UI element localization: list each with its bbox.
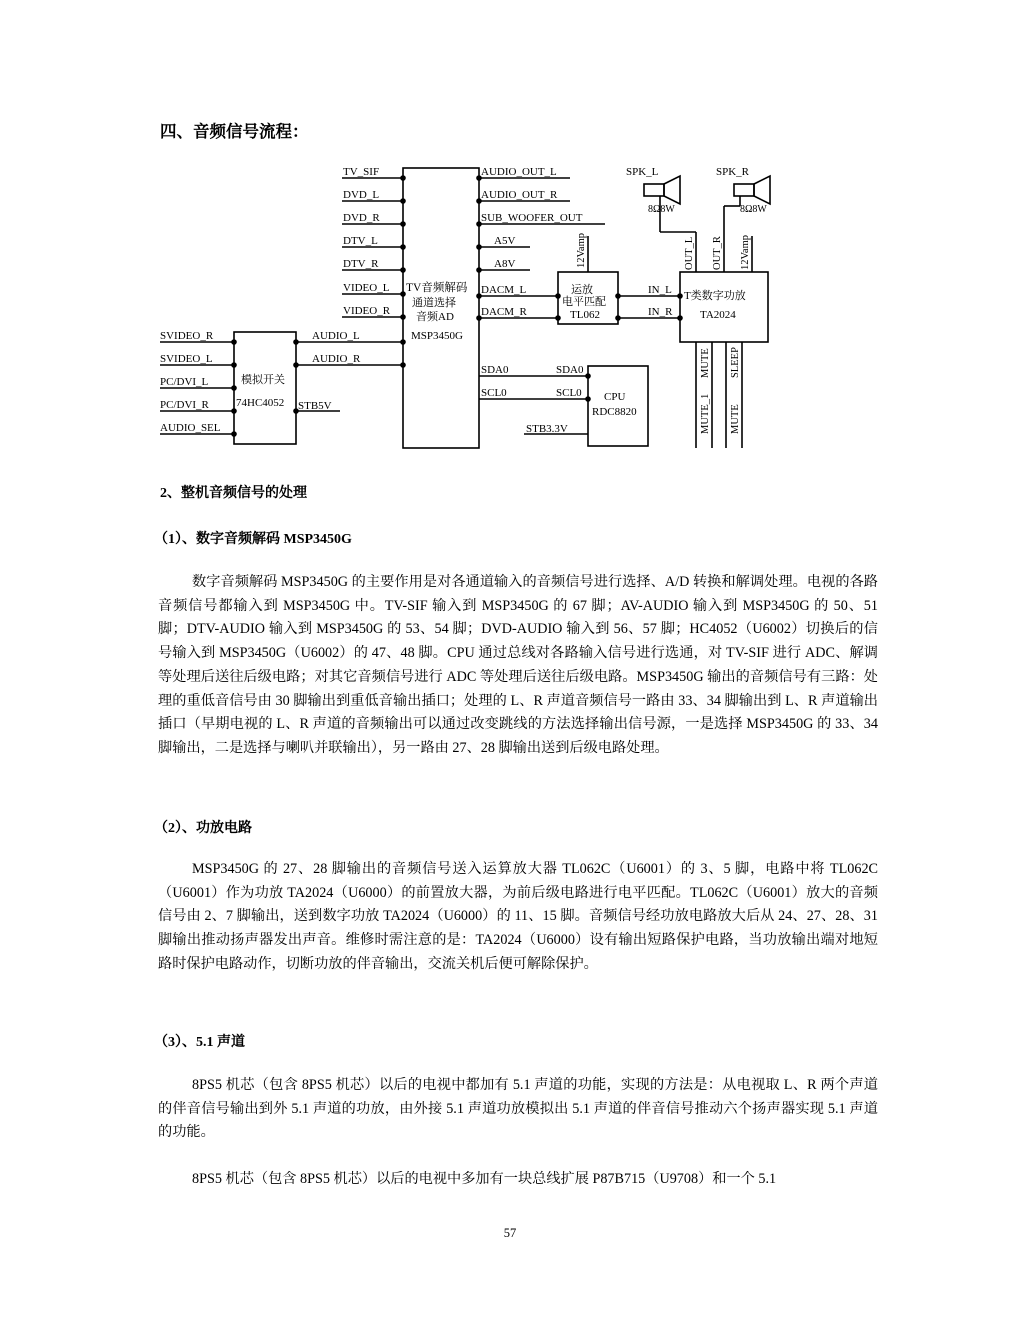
speaker-right-spec: 8Ω8W bbox=[740, 204, 767, 215]
paragraph-2: MSP3450G 的 27、28 脚输出的音频信号送入运算放大器 TL062C（U6001）的 3、5 脚，电路中将 TL062C（U6001）作为功放 TA2024（U6000）的前置放大器，为前后级电路进行电平匹配。TL062C（U6001）放大的音频信号由 2、7 脚输出，送到数字功放 TA2024（U6000）的 11、15 脚。音频信号经功放电路放大后从 24、27、28、31 脚输出推动扬声器发出声音。维修时需注意的是：TA2024（U6000）设有输出短路保护电路，当功放输出端对地短路时保护电路动作，切断功放的伴音输出，交流关机后便可解除保护。 bbox=[158, 861, 878, 972]
bus-sda-cpu: SDA0 bbox=[556, 364, 584, 376]
cpu-label-1: RDC8820 bbox=[592, 406, 637, 418]
switch-output-2: STB5V bbox=[298, 400, 332, 412]
diagram-circle bbox=[476, 244, 482, 250]
diagram-circle bbox=[400, 267, 406, 273]
bus-scl-msp: SCL0 bbox=[481, 387, 507, 399]
msp-label-2: 音频AD bbox=[416, 311, 454, 323]
page-number: 57 bbox=[503, 1226, 517, 1240]
diagram-circle bbox=[615, 315, 621, 321]
input-label-1: DVD_L bbox=[343, 189, 380, 201]
output-label-0: AUDIO_OUT_L bbox=[481, 166, 557, 178]
input-label-0: TV_SIF bbox=[343, 166, 380, 178]
paragraph-1: 数字音频解码 MSP3450G 的主要作用是对各通道输入的音频信号进行选择、A/D 转换和解调处理。电视的各路音频信号都输入到 MSP3450G 中。TV-SIF 输入到 MSP3450G 的 67 脚；AV-AUDIO 输入到 MSP3450G 的 50、51 脚；DTV-AUDIO 输入到 MSP3450G 的 53、54 脚；DVD-AUDIO 输入到 56、57 脚；HC4052（U6002）切换后的信号输入到 MSP3450G（U6002）的 47、48 脚。CPU 通过总线对各路输入信号进行选通，对 TV-SIF 进行 ADC、解调等处理后送往后级电路；对其它音频信号进行 ADC 等处理后送往后级电路。MSP3450G 输出的音频信号有三路：处理的重低音信号由 30 脚输出到重低音输出插口；处理的 L、R 声道音频信号一路由 33、34 脚输出到 L、R 声道输出插口（早期电视的 L、R 声道的音频输出可以通过改变跳线的方法选择输出信号源，一是选择 MSP3450G 的 33、34 脚输出，二是选择与喇叭并联输出），另一路由 27、28 脚输出送到后级电路处理。 bbox=[158, 574, 878, 756]
diagram-circle bbox=[555, 293, 561, 299]
output-label-5: DACM_L bbox=[481, 284, 527, 296]
diagram-circle bbox=[400, 221, 406, 227]
switch-input-4: AUDIO_SEL bbox=[160, 422, 221, 434]
output-label-6: DACM_R bbox=[481, 306, 527, 318]
output-label-1: AUDIO_OUT_R bbox=[481, 189, 558, 201]
amp-output-1: OUT_R bbox=[712, 236, 723, 270]
diagram-circle bbox=[585, 396, 591, 402]
diagram-circle bbox=[400, 175, 406, 181]
input-label-3: DTV_L bbox=[343, 235, 378, 247]
diagram-circle bbox=[400, 362, 406, 368]
bus-scl-cpu: SCL0 bbox=[556, 387, 582, 399]
diagram-circle bbox=[677, 293, 683, 299]
diagram-circle bbox=[585, 373, 591, 379]
diagram-rect bbox=[644, 184, 664, 196]
bus-sda-msp: SDA0 bbox=[481, 364, 509, 376]
diagram-circle bbox=[400, 244, 406, 250]
diagram-circle bbox=[555, 315, 561, 321]
heading-2: 2、整机音频信号的处理 bbox=[160, 486, 307, 501]
switch-input-0: SVIDEO_R bbox=[160, 330, 214, 342]
amp-block bbox=[680, 272, 768, 342]
switch-input-1: SVIDEO_L bbox=[160, 353, 213, 365]
output-label-3: A5V bbox=[494, 235, 516, 247]
diagram-polygon bbox=[664, 176, 680, 204]
paragraph-3: 8PS5 机芯（包含 8PS5 机芯）以后的电视中都加有 5.1 声道的功能，实现的方法是：从电视取 L、R 两个声道的伴音信号输出到外 5.1 声道的功放，由外接 5.1 声道功放模拟出 5.1 声道的伴音信号推动六个扬声器实现 5.1 声道的功能。 bbox=[158, 1077, 878, 1141]
paragraph-4: 8PS5 机芯（包含 8PS5 机芯）以后的电视中多加有一块总线扩展 P87B715（U9708）和一个 5.1 bbox=[192, 1171, 777, 1187]
opamp-label-2: TL062 bbox=[570, 309, 600, 321]
amp-input-0: IN_L bbox=[648, 284, 672, 296]
diagram-circle bbox=[293, 339, 299, 345]
switch-output-0: AUDIO_L bbox=[312, 330, 360, 342]
switch-label-1: 74HC4052 bbox=[236, 397, 285, 409]
cpu-label-0: CPU bbox=[604, 391, 626, 403]
amp-output-0: OUT_L bbox=[684, 236, 695, 270]
msp-label-1: 通道选择 bbox=[412, 297, 456, 309]
output-label-4: A8V bbox=[494, 258, 516, 270]
input-label-6: VIDEO_R bbox=[343, 305, 391, 317]
diagram-circle bbox=[231, 339, 237, 345]
diagram-circle bbox=[476, 267, 482, 273]
speaker-left-spec: 8Ω8W bbox=[648, 204, 675, 215]
amp-pin-mute: MUTE bbox=[700, 348, 711, 378]
diagram-circle bbox=[615, 293, 621, 299]
analog-switch-block bbox=[234, 332, 296, 444]
amp-input-1: IN_R bbox=[648, 306, 673, 318]
amp-label-0: T类数字功放 bbox=[684, 290, 746, 302]
amp-bottom-1: MUTE bbox=[730, 404, 741, 434]
input-label-5: VIDEO_L bbox=[343, 282, 390, 294]
amp-label-1: TA2024 bbox=[700, 309, 736, 321]
input-label-4: DTV_R bbox=[343, 258, 379, 270]
opamp-label-1: 电平匹配 bbox=[562, 296, 606, 308]
diagram-circle bbox=[231, 431, 237, 437]
diagram-circle bbox=[400, 198, 406, 204]
switch-input-2: PC/DVI_L bbox=[160, 376, 209, 388]
diagram-circle bbox=[400, 291, 406, 297]
diagram-circle bbox=[231, 362, 237, 368]
output-label-2: SUB_WOOFER_OUT bbox=[481, 212, 583, 224]
diagram-circle bbox=[677, 315, 683, 321]
heading-2-2: （2）、功放电路 bbox=[154, 821, 252, 836]
switch-output-1: AUDIO_R bbox=[312, 353, 361, 365]
section-title: 四、音频信号流程： bbox=[160, 122, 309, 141]
diagram-polygon bbox=[754, 176, 770, 204]
msp-label-0: TV音频解码 bbox=[406, 282, 468, 294]
switch-label-0: 模拟开关 bbox=[241, 374, 285, 386]
amp-output-2: 12Vamp bbox=[740, 235, 751, 270]
diagram-circle bbox=[293, 362, 299, 368]
input-label-2: DVD_R bbox=[343, 212, 380, 224]
speaker-left-icon bbox=[644, 176, 680, 204]
opamp-supply: 12Vamp bbox=[576, 233, 587, 268]
speaker-right-name: SPK_R bbox=[716, 166, 750, 178]
diagram-circle bbox=[400, 314, 406, 320]
speaker-left-name: SPK_L bbox=[626, 166, 659, 178]
diagram-rect bbox=[734, 184, 754, 196]
bus-stb: STB3.3V bbox=[526, 423, 568, 435]
heading-2-3: （3）、5.1 声道 bbox=[154, 1035, 245, 1050]
diagram-circle bbox=[231, 385, 237, 391]
switch-input-3: PC/DVI_R bbox=[160, 399, 209, 411]
diagram-circle bbox=[231, 408, 237, 414]
opamp-label-0: 运放 bbox=[571, 284, 593, 296]
heading-2-1: （1）、数字音频解码 MSP3450G bbox=[154, 532, 352, 547]
audio-signal-flow-diagram bbox=[150, 160, 790, 460]
diagram-circle bbox=[400, 339, 406, 345]
amp-bottom-0: MUTE_1 bbox=[700, 393, 711, 434]
msp-label-3: MSP3450G bbox=[411, 330, 463, 342]
amp-pin-sleep: SLEEP bbox=[730, 347, 741, 378]
